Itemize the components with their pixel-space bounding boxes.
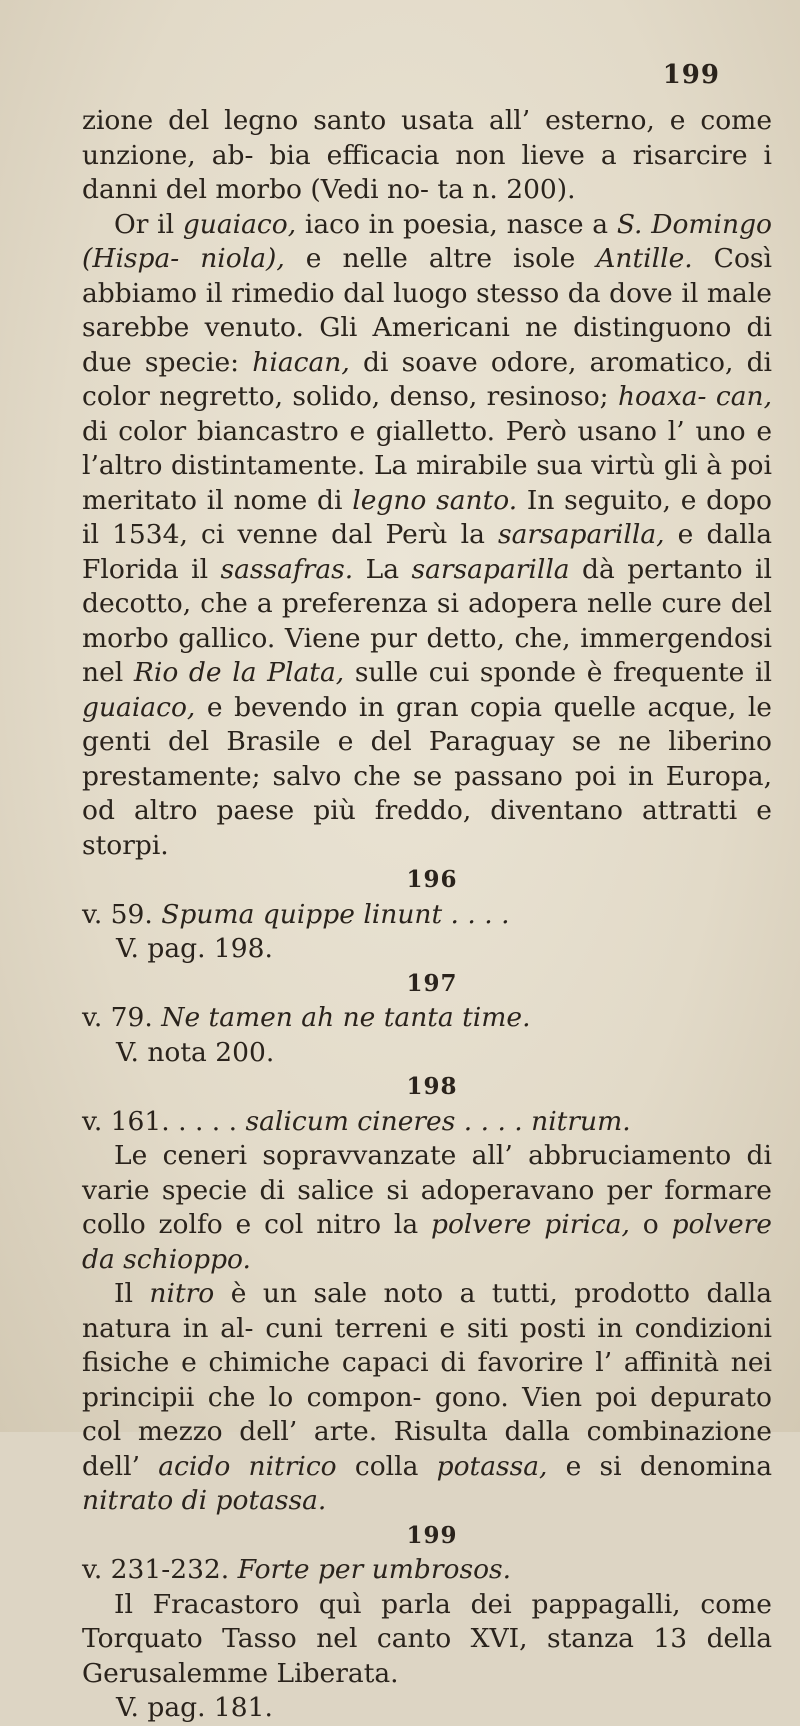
paragraph-continuation: zione del legno santo usata all’ esterno, e come unzione, ab- bia efficacia non lieve a risarcire i danni del morbo (Vedi no- ta n. 200). bbox=[82, 105, 772, 205]
paragraph-nitro: Il nitro è un sale noto a tutti, prodotto dalla natura in al- cuni terreni e siti posti in condizioni fisiche e chimiche capaci di favorire l’ affinità nei principii che lo compon- gono. Vien poi depurato col mezzo dell’ arte. Risulta dalla combinazione dell’ acido nitrico colla potassa, e si denomina nitrato di potassa. bbox=[82, 1278, 772, 1516]
note-number-198: 198 bbox=[406, 1073, 458, 1100]
verse-196: v. 59. Spuma quippe linunt . . . . bbox=[82, 898, 510, 930]
paragraph-guaiaco: Or il guaiaco, iaco in poesia, nasce a S. Domingo (Hispa- niola), e nelle altre isole Antille. Così abbiamo il rimedio dal luogo stesso da dove il male sarebbe venuto. Gli Americani ne distinguono di due specie: hiacan, di soave odore, aromatico, di color negretto, solido, denso, resinoso; hoaxa- can, di color biancastro e gialletto. Però usano l’ uno e l’altro distintamente. La mirabile sua virtù gli à poi meritato il nome di legno santo. In seguito, e dopo il 1534, ci venne dal Perù la sarsaparilla, e dalla Florida il sassafras. La sarsaparilla dà pertanto il decotto, che a preferenza si adopera nelle cure del morbo gallico. Viene pur detto, che, immergendosi nel Rio de la Plata, sulle cui sponde è frequente il guaiaco, e bevendo in gran copia quelle acque, le genti del Brasile e del Paraguay se ne liberino prestamente; salvo che se passano poi in Europa, od altro paese più freddo, diventano attratti e storpi. bbox=[82, 208, 773, 861]
paragraph-ceneri: Le ceneri sopravvanzate all’ abbruciamento di varie specie di salice si adoperavano per formare collo zolfo e col nitro la polvere pirica, o polvere da schioppo. bbox=[82, 1140, 772, 1275]
reference-199: V. pag. 181. bbox=[116, 1692, 273, 1723]
verse-197: v. 79. Ne tamen ah ne tanta time. bbox=[82, 1002, 531, 1033]
reference-196: V. pag. 198. bbox=[116, 933, 273, 964]
verse-198: v. 161. . . . . salicum cineres . . . . nitrum. bbox=[82, 1105, 631, 1137]
paragraph-fracastoro: Il Fracastoro quì parla dei pappagalli, come Torquato Tasso nel canto XVI, stanza 13 della Gerusalemme Liberata. bbox=[82, 1588, 772, 1689]
page-number: 199 bbox=[662, 60, 720, 90]
note-number-196: 196 bbox=[406, 866, 458, 893]
note-number-199: 199 bbox=[406, 1521, 458, 1549]
note-number-197: 197 bbox=[406, 969, 458, 997]
verse-199: v. 231-232. Forte per umbrosos. bbox=[82, 1554, 512, 1585]
reference-197: V. nota 200. bbox=[116, 1036, 275, 1068]
body-text bbox=[82, 104, 772, 1726]
